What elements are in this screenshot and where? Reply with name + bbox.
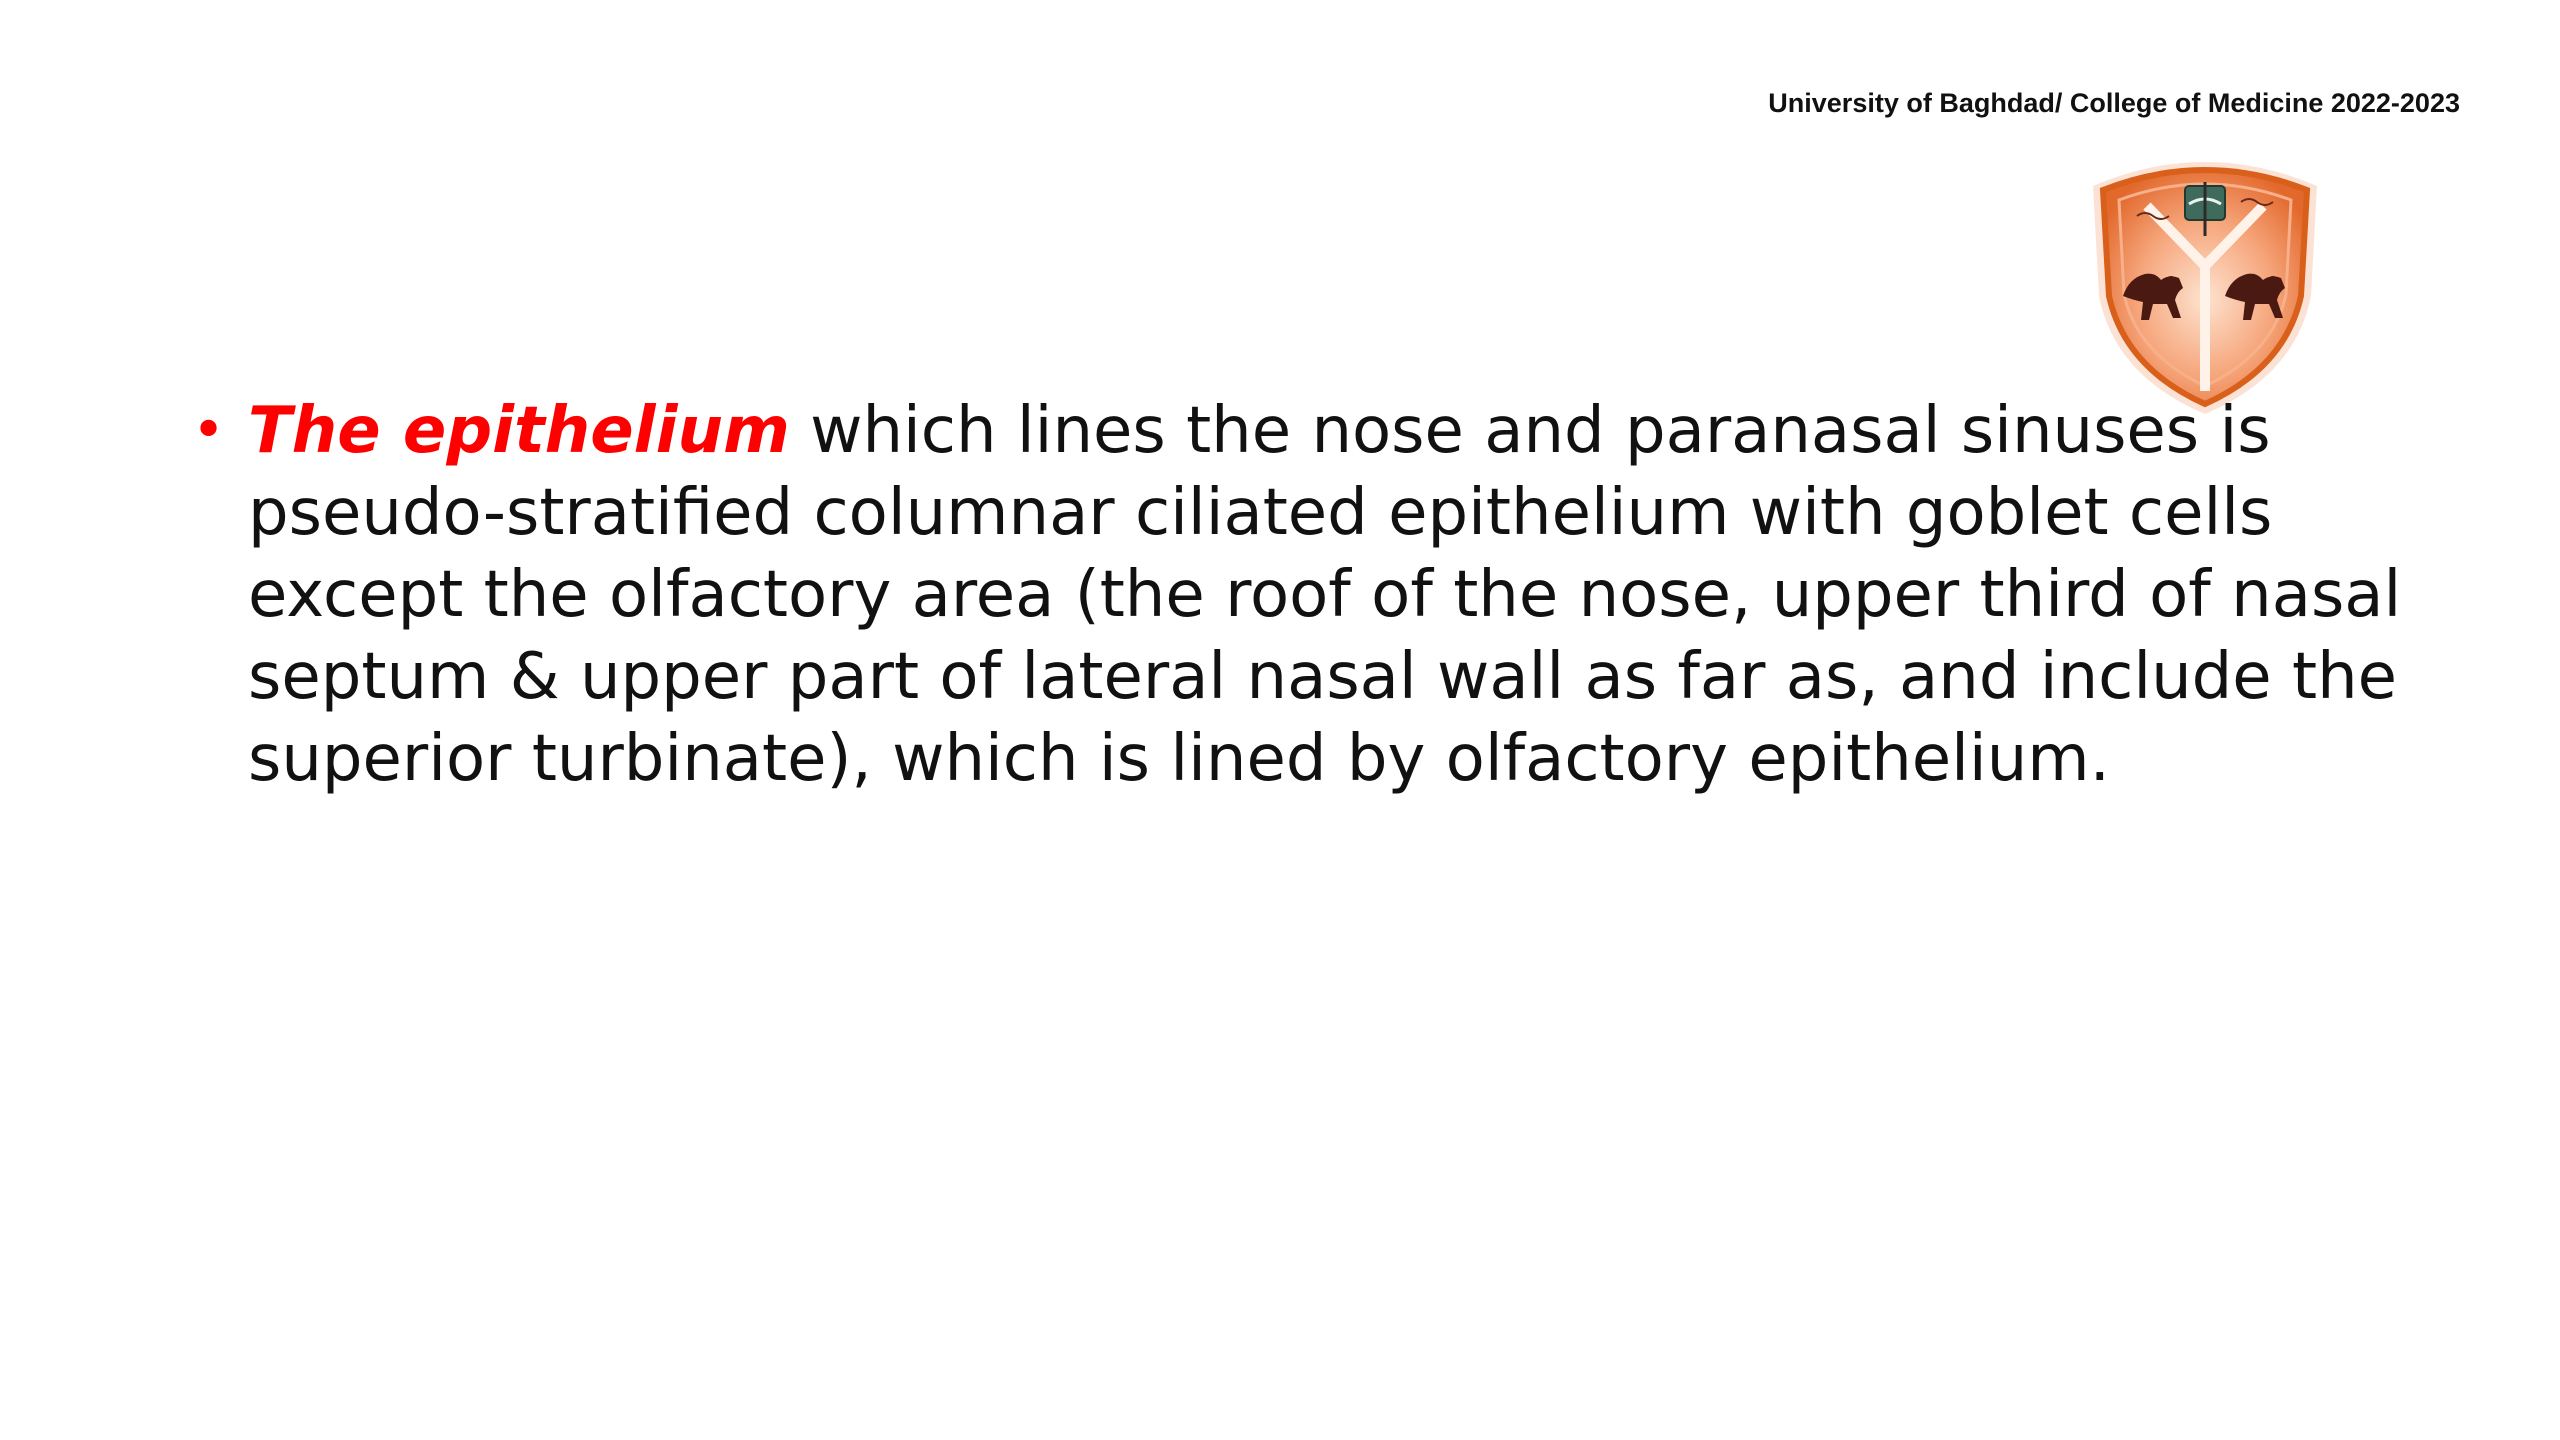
highlighted-term: The epithelium — [248, 394, 790, 468]
college-crest-icon — [2085, 146, 2325, 421]
slide-content — [190, 390, 2415, 800]
institution-header: University of Baghdad/ College of Medicine 2022-2023 — [1768, 88, 2460, 118]
bullet-text: which lines the nose and paranasal sinuses is pseudo-stratified columnar ciliated epithelium with goblet cells except the olfactory area (the roof of the nose, upper third of nasal septum & upper part of lateral nasal wall as far as, and include the superior turbinate), which is lined by olfactory epithelium. — [248, 394, 2402, 796]
bullet-icon: • — [192, 398, 226, 463]
bullet-item — [190, 390, 2415, 800]
